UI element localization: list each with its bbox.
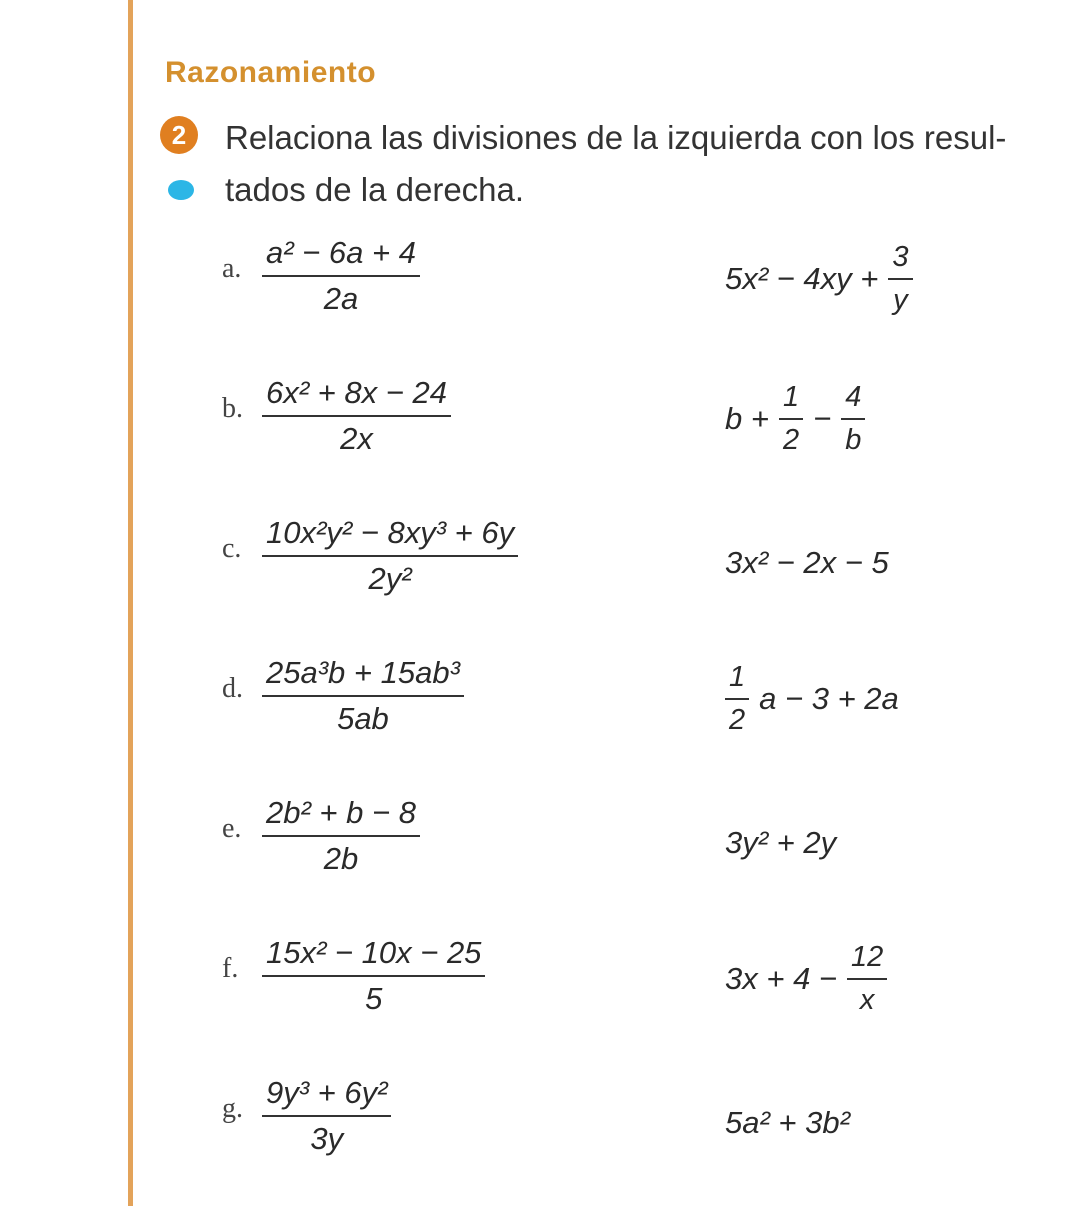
margin-rule [128,0,133,1206]
result-expression [725,545,889,581]
denominator: 3y [310,1121,344,1156]
result-term: a − 3 + 2a [759,681,899,716]
item-label: g. [222,1093,243,1124]
exercise-item [222,935,1042,1055]
result-expression [725,381,865,457]
result-expression [725,241,913,317]
division-expression [262,235,420,317]
numerator: 6x² + 8x − 24 [262,375,451,417]
result-expression [725,941,887,1017]
item-label: a. [222,253,242,284]
exercise-number-badge: 2 [160,116,198,154]
exercise-item [222,795,1042,915]
result-term: 5x² − 4xy + [725,261,879,296]
exercise-instruction: Relaciona las divisiones de la izquierda con los resul- tados de la derecha. [225,119,1007,208]
result-fraction [888,241,912,317]
numerator: 4 [841,381,865,420]
denominator: b [845,424,862,456]
denominator: 2 [782,424,800,456]
numerator: 15x² − 10x − 25 [262,935,485,977]
result-term: 5a² + 3b² [725,1105,850,1140]
denominator: 2y² [368,561,412,596]
numerator: 9y³ + 6y² [262,1075,391,1117]
section-title: Razonamiento [165,56,377,89]
division-expression [262,655,464,737]
result-expression [725,825,836,861]
result-fraction [841,381,865,457]
division-expression [262,935,485,1017]
numerator: 1 [725,661,749,700]
result-fraction [725,661,749,737]
exercise-item [222,655,1042,775]
division-expression [262,1075,391,1157]
numerator: 1 [779,381,803,420]
item-label: b. [222,393,243,424]
denominator: 2x [340,421,373,456]
denominator: x [859,984,875,1016]
result-expression [725,661,899,737]
denominator: 2a [323,281,359,316]
denominator: y [893,284,908,316]
result-fraction [779,381,803,457]
division-expression [262,795,420,877]
exercise-item [222,235,1042,355]
numerator: 25a³b + 15ab³ [262,655,464,697]
denominator: 2 [729,704,746,736]
item-label: d. [222,673,243,704]
exercise-item [222,515,1042,635]
item-label: f. [222,953,239,984]
result-term: 3x + 4 − [725,961,838,996]
numerator: 3 [888,241,912,280]
exercise-item [222,1075,1042,1195]
result-term: 3y² + 2y [725,825,837,860]
result-expression [725,1105,850,1141]
denominator: 5ab [337,701,389,736]
item-label: e. [222,813,242,844]
denominator: 2b [323,841,359,876]
denominator: 5 [365,981,383,1016]
numerator: 10x²y² − 8xy³ + 6y [262,515,518,557]
numerator: a² − 6a + 4 [262,235,420,277]
result-term: b + [725,401,769,436]
numerator: 2b² + b − 8 [262,795,420,837]
item-label: c. [222,533,242,564]
result-term: 3x² − 2x − 5 [725,545,889,580]
exercise-item [222,375,1042,495]
difficulty-dot-icon [168,180,194,200]
numerator: 12 [847,941,887,980]
division-expression [262,515,518,597]
result-term: − [813,401,832,436]
division-expression [262,375,451,457]
result-fraction [847,941,887,1017]
